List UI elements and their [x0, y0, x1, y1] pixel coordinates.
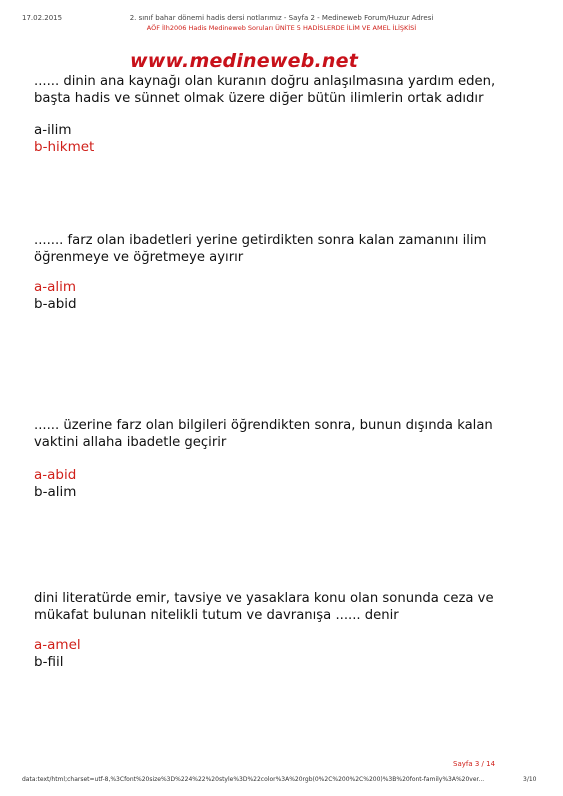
question-text: ...... üzerine farz olan bilgileri öğrendikten sonra, bunun dışında kalan vaktini allaha ibadetle geçirir	[34, 418, 493, 450]
option-a: a-ilim	[34, 122, 72, 138]
question-text: dini literatürde emir, tavsiye ve yasaklara konu olan sonunda ceza ve mükafat bulunan nitelikli tutum ve davranışa ...... denir	[34, 591, 494, 623]
option-a-correct: a-alim	[34, 279, 77, 295]
option-a-correct: a-amel	[34, 637, 81, 653]
print-title: 2. sınıf bahar dönemi hadis dersi notlarımız - Sayfa 2 - Medineweb Forum/Huzur Adresi	[129, 14, 434, 22]
option-b: b-abid	[34, 296, 77, 312]
option-b: b-fiil	[34, 654, 64, 670]
question-text: ....... farz olan ibadetleri yerine getirdikten sonra kalan zamanını ilim öğrenmeye ve öğretmeye ayırır	[34, 233, 487, 265]
page-number: Sayfa 3 / 14	[453, 760, 496, 768]
site-banner: www.medineweb.net	[130, 50, 359, 72]
option-a-correct: a-abid	[34, 467, 77, 483]
print-page-number: 3/10	[523, 776, 537, 783]
print-date: 17.02.2015	[22, 14, 63, 22]
option-b-correct: b-hikmet	[34, 139, 95, 155]
question-text: ...... dinin ana kaynağı olan kuranın doğru anlaşılmasına yardım eden, başta hadis ve sünnet olmak üzere diğer bütün ilimlerin ortak adıdır	[34, 74, 496, 106]
print-subtitle: AÖF İlh2006 Hadis Medineweb Soruları ÜNİTE 5 HADİSLERDE İLİM VE AMEL İLİŞKİSİ	[146, 24, 417, 32]
footer-url: data:text/html;charset=utf-8,%3Cfont%20size%3D%224%22%20style%3D%22color%3A%20rgb(0%2C%200%2C%200)%3B%20font-family%3A%20ver...	[22, 776, 485, 783]
option-b: b-alim	[34, 484, 77, 500]
